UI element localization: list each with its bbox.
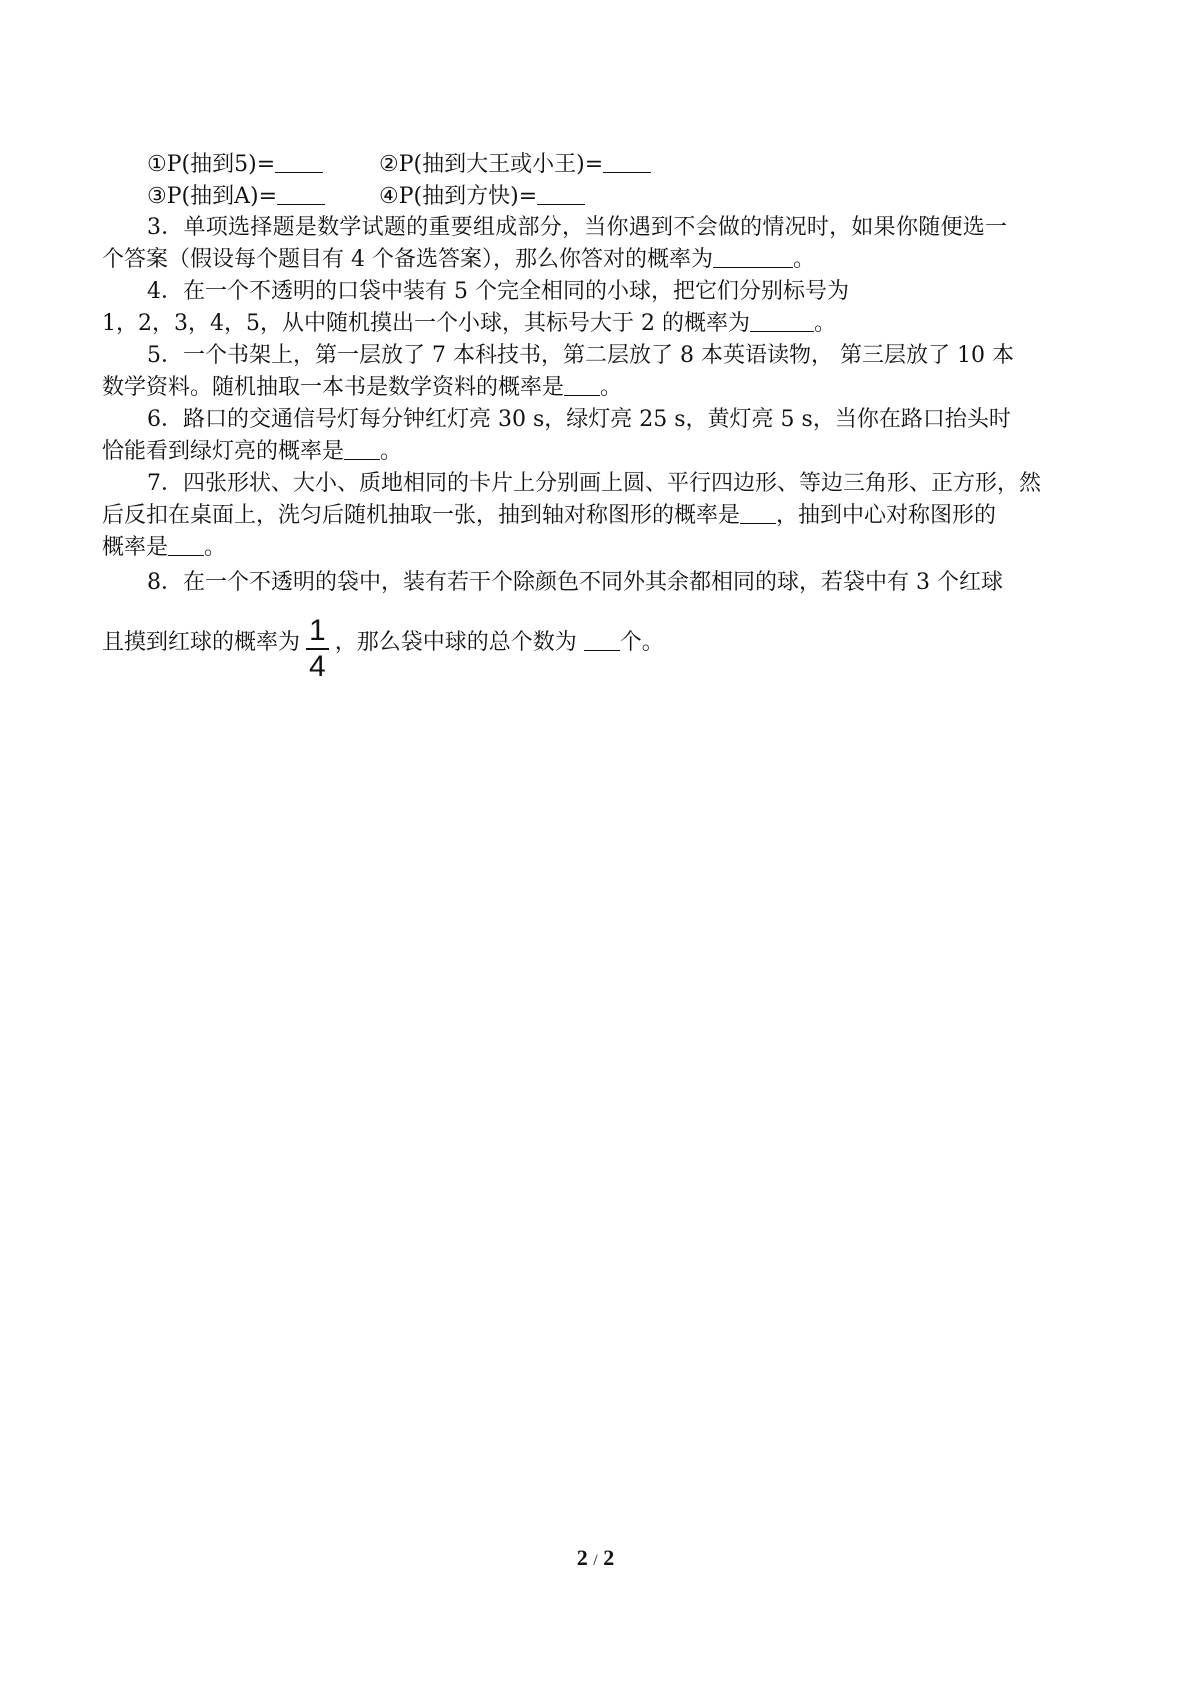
option-1: ①P(抽到5)=	[147, 150, 379, 180]
answer-blank[interactable]	[277, 184, 325, 205]
question-8-line-1: 8．在一个不透明的袋中，装有若干个除颜色不同外其余都相同的球，若袋中有 3 个红球	[147, 570, 1003, 595]
question-4-line-1: 4．在一个不透明的口袋中装有 5 个完全相同的小球，把它们分别标号为	[147, 279, 849, 304]
answer-blank[interactable]	[750, 311, 814, 332]
answer-blank[interactable]	[344, 439, 380, 460]
answer-blank[interactable]	[584, 630, 620, 651]
answer-blank[interactable]	[564, 375, 600, 396]
question-6-line-2: 恰能看到绿灯亮的概率是 。	[102, 439, 403, 464]
question-5-line-1: 5．一个书架上，第一层放了 7 本科技书，第二层放了 8 本英语读物， 第三层放了 10 本	[147, 343, 1014, 368]
option-2: ②P(抽到大王或小王)=	[379, 152, 651, 177]
question-3-line-2: 个答案（假设每个题目有 4 个备选答案），那么你答对的概率为 。	[102, 247, 816, 272]
option-3: ③P(抽到A)=	[147, 182, 379, 212]
options-row-2	[147, 182, 585, 212]
question-7-line-1: 7．四张形状、大小、质地相同的卡片上分别画上圆、平行四边形、等边三角形、正方形，然	[147, 471, 1042, 496]
option-4: ④P(抽到方快)=	[379, 184, 585, 209]
question-3-line-1: 3．单项选择题是数学试题的重要组成部分，当你遇到不会做的情况时，如果你随便选一	[147, 215, 1007, 240]
question-8-line-2: 且摸到红球的概率为 $\frac{1}{4}$ ，那么袋中球的总个数为 个。	[102, 614, 664, 683]
question-7-line-2: 后反扣在桌面上，洗匀后随机抽取一张，抽到轴对称图形的概率是 ，抽到中心对称图形的	[102, 503, 997, 528]
answer-blank[interactable]	[275, 152, 323, 173]
answer-blank[interactable]	[713, 247, 793, 268]
answer-blank[interactable]	[168, 535, 204, 556]
fraction-one-quarter: $\frac{1}{4}$	[306, 614, 329, 684]
options-row-1	[147, 150, 651, 180]
page-number: 2 / 2	[576, 1545, 615, 1570]
answer-blank[interactable]	[740, 503, 776, 524]
question-7-line-3: 概率是 。	[102, 535, 227, 560]
answer-blank[interactable]	[603, 152, 651, 173]
question-6-line-1: 6．路口的交通信号灯每分钟红灯亮 30 s，绿灯亮 25 s，黄灯亮 5 s，当你在路口抬头时	[147, 407, 1011, 432]
answer-blank[interactable]	[537, 184, 585, 205]
question-4-line-2: 1，2，3，4，5，从中随机摸出一个小球，其标号大于 2 的概率为 。	[102, 311, 836, 336]
question-5-line-2: 数学资料。随机抽取一本书是数学资料的概率是 。	[102, 375, 623, 400]
